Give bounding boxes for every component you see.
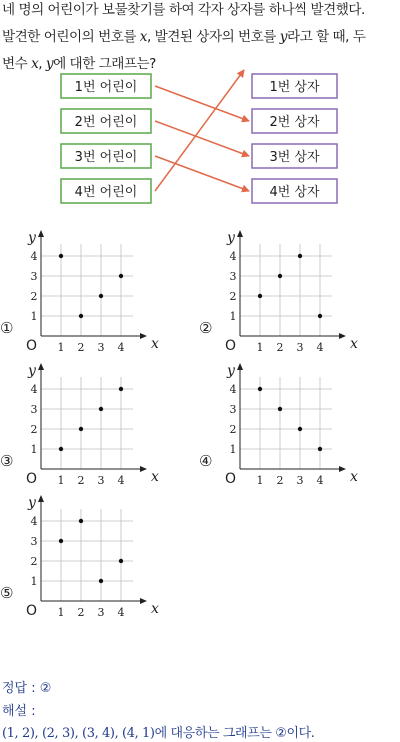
child-label: 3번 어린이 — [74, 150, 138, 165]
x-axis-label: x — [151, 469, 159, 485]
data-point — [99, 407, 103, 411]
x-tick-label: 1 — [256, 474, 264, 487]
question-line-2: 발견한 어린이의 번호를 x, 발견된 상자의 번호를 y라고 할 때, 두 — [2, 29, 366, 45]
x-tick-label: 2 — [77, 474, 85, 487]
child-label: 4번 어린이 — [74, 185, 138, 200]
explanation-text: 에 대응하는 그래프는 ②이다. — [154, 726, 315, 741]
x-axis-arrow — [140, 598, 147, 604]
y-axis-label: y — [28, 495, 36, 511]
x-tick-label: 4 — [117, 606, 125, 619]
y-tick-label: 3 — [30, 270, 38, 283]
y-tick-label: 2 — [229, 423, 237, 436]
graph-option[interactable] — [199, 230, 358, 354]
y-tick-label: 4 — [30, 383, 38, 396]
data-point — [298, 254, 302, 258]
y-tick-label: 3 — [229, 403, 237, 416]
graph-options — [0, 230, 400, 668]
question-text — [2, 0, 398, 78]
y-axis-label: y — [227, 363, 235, 379]
y-tick-label: 3 — [30, 535, 38, 548]
option-number: ② — [199, 319, 213, 337]
option-number: ③ — [0, 452, 14, 470]
y-tick-label: 4 — [30, 250, 38, 263]
child-label: 1번 어린이 — [74, 80, 138, 95]
x-tick-label: 3 — [97, 341, 105, 354]
var-y: y — [45, 56, 54, 72]
y-tick-label: 1 — [30, 310, 38, 323]
y-tick-label: 1 — [30, 575, 38, 588]
x-tick-label: 1 — [256, 341, 264, 354]
x-axis-arrow — [339, 466, 346, 472]
correspondence-arrow — [155, 156, 249, 191]
x-tick-label: 1 — [57, 606, 65, 619]
y-tick-label: 1 — [229, 443, 237, 456]
correspondence-arrow — [155, 86, 249, 121]
x-axis-label: x — [350, 336, 358, 352]
y-tick-label: 4 — [30, 515, 38, 528]
y-axis-label: y — [28, 363, 36, 379]
y-axis-arrow — [38, 363, 44, 370]
box-label: 2번 상자 — [269, 115, 320, 130]
explanation-pairs: (1, 2), (2, 3), (3, 4), (4, 1) — [2, 726, 155, 741]
data-point — [119, 274, 123, 278]
x-tick-label: 4 — [117, 474, 125, 487]
graph-option[interactable] — [0, 495, 159, 619]
data-point — [119, 559, 123, 563]
y-axis-arrow — [38, 230, 44, 237]
y-tick-label: 1 — [30, 443, 38, 456]
data-point — [79, 519, 83, 523]
origin-label: O — [26, 471, 38, 487]
data-point — [258, 387, 262, 391]
x-tick-label: 4 — [316, 341, 324, 354]
x-tick-label: 2 — [276, 474, 284, 487]
y-axis-arrow — [237, 363, 243, 370]
x-tick-label: 2 — [276, 341, 284, 354]
data-point — [278, 274, 282, 278]
x-tick-label: 3 — [97, 606, 105, 619]
y-tick-label: 4 — [229, 250, 237, 263]
x-axis-label: x — [151, 601, 159, 617]
x-axis-label: x — [350, 469, 358, 485]
data-point — [278, 407, 282, 411]
explanation-label: 해설 : — [2, 704, 36, 719]
answer-label: 정답 : — [2, 681, 40, 696]
box-label: 4번 상자 — [269, 185, 320, 200]
y-tick-label: 2 — [229, 290, 237, 303]
x-tick-label: 3 — [296, 341, 304, 354]
option-number: ⑤ — [0, 584, 14, 602]
data-point — [318, 314, 322, 318]
x-tick-label: 3 — [296, 474, 304, 487]
data-point — [119, 387, 123, 391]
origin-label: O — [225, 338, 237, 354]
data-point — [99, 294, 103, 298]
option-number: ④ — [199, 452, 213, 470]
x-tick-label: 1 — [57, 341, 65, 354]
question-line-3: 변수 x, y에 대한 그래프는? — [2, 56, 156, 72]
data-point — [59, 539, 63, 543]
x-tick-label: 2 — [77, 341, 85, 354]
var-x: x — [139, 29, 147, 45]
origin-label: O — [26, 603, 38, 619]
correspondence-diagram — [0, 70, 400, 210]
box-label: 1번 상자 — [269, 80, 320, 95]
child-label: 2번 어린이 — [74, 115, 138, 130]
box-label: 3번 상자 — [269, 150, 320, 165]
var-y: y — [279, 29, 287, 45]
x-tick-label: 4 — [316, 474, 324, 487]
var-x: x — [31, 56, 39, 72]
y-tick-label: 3 — [30, 403, 38, 416]
x-tick-label: 4 — [117, 341, 125, 354]
data-point — [79, 314, 83, 318]
origin-label: O — [225, 471, 237, 487]
y-tick-label: 2 — [30, 423, 38, 436]
y-axis-label: y — [28, 230, 36, 246]
data-point — [59, 447, 63, 451]
answer-line — [2, 677, 51, 696]
y-axis-label: y — [227, 230, 235, 246]
question-line-1: 네 명의 어린이가 보물찾기를 하여 각자 상자를 하나씩 발견했다. — [2, 2, 365, 18]
x-axis-arrow — [140, 466, 147, 472]
data-point — [258, 294, 262, 298]
explanation-line — [2, 722, 315, 741]
option-number: ① — [0, 319, 14, 337]
data-point — [318, 447, 322, 451]
data-point — [59, 254, 63, 258]
data-point — [79, 427, 83, 431]
y-tick-label: 4 — [229, 383, 237, 396]
graph-option[interactable] — [199, 363, 358, 487]
answer-value: ② — [39, 681, 52, 696]
data-point — [99, 579, 103, 583]
x-axis-label: x — [151, 336, 159, 352]
y-tick-label: 1 — [229, 310, 237, 323]
y-tick-label: 2 — [30, 290, 38, 303]
x-tick-label: 1 — [57, 474, 65, 487]
graph-option[interactable] — [0, 230, 159, 354]
graph-option[interactable] — [0, 363, 159, 487]
y-axis-arrow — [237, 230, 243, 237]
y-tick-label: 2 — [30, 555, 38, 568]
x-axis-arrow — [339, 333, 346, 339]
x-axis-arrow — [140, 333, 147, 339]
x-tick-label: 3 — [97, 474, 105, 487]
origin-label: O — [26, 338, 38, 354]
x-tick-label: 2 — [77, 606, 85, 619]
data-point — [298, 427, 302, 431]
y-axis-arrow — [38, 495, 44, 502]
y-tick-label: 3 — [229, 270, 237, 283]
